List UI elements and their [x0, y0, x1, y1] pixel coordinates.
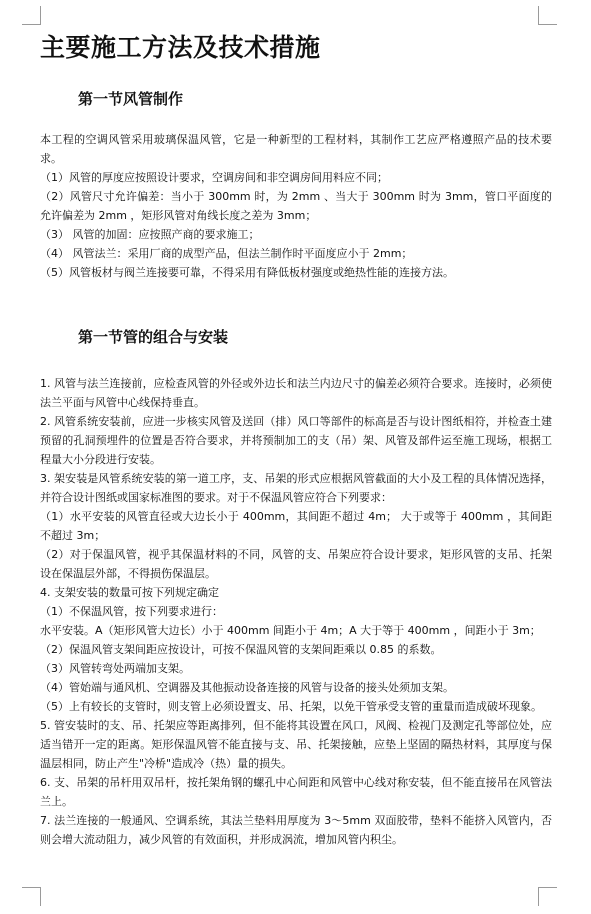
paragraph: 4. 支架安装的数量可按下列规定确定 — [40, 586, 219, 599]
section-heading-fabrication: 第一节风管制作 — [78, 90, 184, 108]
page-corner-mark-bottom-left — [22, 887, 41, 906]
page-corner-mark-bottom-right — [538, 887, 557, 906]
section-heading-assembly: 第一节管的组合与安装 — [78, 328, 229, 346]
paragraph: 6. 支、吊架的吊杆用双吊杆，按托架角钢的螺孔中心间距和风管中心线对称安装，但不能直接吊在风管法兰上。 — [40, 776, 552, 808]
paragraph: （3） 风管的加固：应按照产商的要求施工； — [40, 228, 260, 241]
page-corner-mark-top-right — [538, 6, 557, 25]
document-title: 主要施工方法及技术措施 — [40, 33, 321, 62]
section-body-assembly — [40, 374, 552, 849]
page-corner-mark-top-left — [22, 6, 41, 25]
paragraph: 1. 风管与法兰连接前，应检查风管的外径或外边长和法兰内边尺寸的偏差必须符合要求。连接时，必须使法兰平面与风管中心线保持垂直。 — [40, 377, 552, 409]
section-body-fabrication — [40, 130, 552, 282]
paragraph: （4）管始端与通风机、空调器及其他振动设备连接的风管与设备的接头处须加支架。 — [40, 681, 454, 694]
paragraph: （1）不保温风管，按下列要求进行： — [40, 605, 223, 618]
paragraph: （1）水平安装的风管直径或大边长小于 400mm，其间距不超过 4m； 大于或等于 400mm ，其间距不超过 3m； — [40, 510, 552, 542]
paragraph: 2. 风管系统安装前，应进一步核实风管及送回（排）风口等部件的标高是否与设计图纸相符，并检查土建预留的孔洞预埋件的位置是否符合要求，并将预制加工的支（吊）架、风管及部件运至施工现场，根据工程量大小分段进行安装。 — [40, 415, 552, 466]
paragraph: （2）风管尺寸允许偏差：当小于 300mm 时，为 2mm 、当大于 300mm 时为 3mm，管口平面度的允许偏差为 2mm ，矩形风管对角线长度之差为 3mm； — [40, 190, 552, 222]
paragraph: 水平安装。A（矩形风管大边长）小于 400mm 间距小于 4m；A 大于等于 400mm ，间距小于 3m； — [40, 624, 541, 637]
paragraph: 3. 架安装是风管系统安装的第一道工序，支、吊架的形式应根据风管截面的大小及工程的具体情况选择，并符合设计图纸或国家标准图的要求。对于不保温风管应符合下列要求： — [40, 472, 552, 504]
paragraph: （5）风管板材与阀兰连接要可靠，不得采用有降低板材强度或绝热性能的连接方法。 — [40, 266, 454, 279]
paragraph: （1）风管的厚度应按照设计要求，空调房间和非空调房间用料应不同； — [40, 171, 388, 184]
paragraph: （2）对于保温风管，视乎其保温材料的不同，风管的支、吊架应符合设计要求，矩形风管的支吊、托架设在保温层外部，不得损伤保温层。 — [40, 548, 552, 580]
paragraph: 5. 管安装时的支、吊、托架应等距离排列，但不能将其设置在风口，风阀、检视门及测定孔等部位处，应适当错开一定的距离。矩形保温风管不能直接与支、吊、托架接触，应垫上坚固的隔热材料，其厚度与保温层相同，防止产生"冷桥"造成冷（热）量的损失。 — [40, 719, 552, 770]
paragraph: 7. 法兰连接的一般通风、空调系统，其法兰垫料用厚度为 3～5mm 双面胶带，垫料不能挤入风管内，否则会增大流动阻力，减少风管的有效面积，并形成涡流，增加风管内积尘。 — [40, 814, 552, 846]
paragraph: （5）上有较长的支管时，则支管上必须设置支、吊、托架，以免干管承受支管的重量而造成破坏现象。 — [40, 700, 542, 713]
paragraph: （4） 风管法兰：采用厂商的成型产品，但法兰制作时平面度应小于 2mm； — [40, 247, 413, 260]
paragraph: （3）风管转弯处两端加支架。 — [40, 662, 190, 675]
paragraph: （2）保温风管支架间距应按设计，可按不保温风管的支架间距乘以 0.85 的系数。 — [40, 643, 442, 656]
paragraph: 本工程的空调风管采用玻璃保温风管，它是一种新型的工程材料，其制作工艺应严格遵照产品的技术要求。 — [40, 133, 552, 165]
